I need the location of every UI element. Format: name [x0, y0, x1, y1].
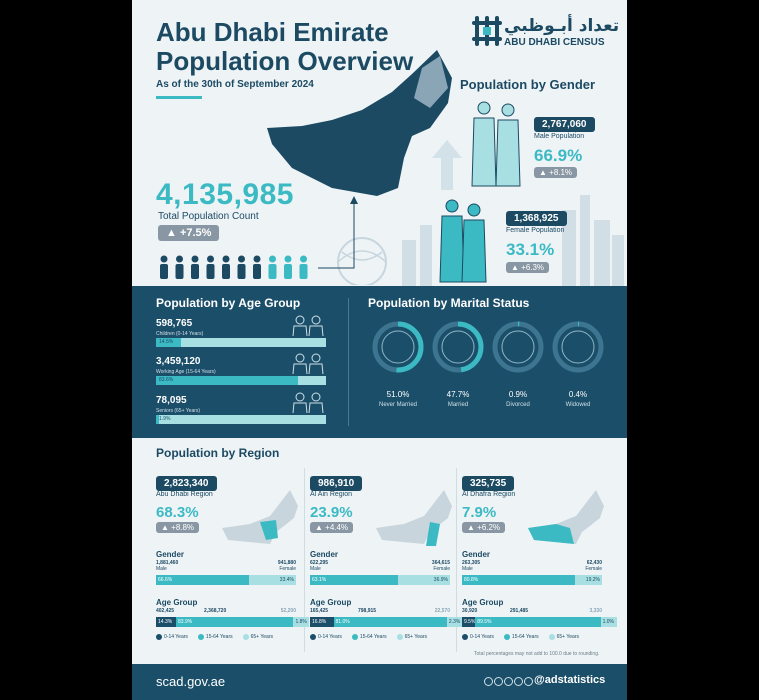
- total-population-value: 4,135,985: [156, 178, 294, 211]
- region-age-title: Age Group: [462, 598, 504, 607]
- region-age-title: Age Group: [310, 598, 352, 607]
- age-group-value: 3,459,120: [156, 356, 201, 367]
- gender-section-title: Population by Gender: [460, 77, 596, 92]
- region-male-label: Male: [156, 566, 167, 572]
- region-age-legend: [310, 634, 460, 640]
- region-pct: 68.3%: [156, 504, 199, 521]
- logo-english: ABU DHABI CENSUS: [504, 37, 605, 48]
- marital-label: Never Married: [378, 402, 417, 408]
- region-change-badge: ▲ +8.8%: [156, 522, 199, 533]
- infographic-page: [132, 0, 627, 700]
- divorced-icon: [491, 320, 545, 374]
- instagram-icon[interactable]: [504, 677, 513, 686]
- marital-donut: [551, 320, 605, 374]
- region-age-bar: 81.0%: [334, 617, 447, 627]
- marital-section-title: Population by Marital Status: [368, 296, 530, 310]
- marital-pct: 51.0%: [386, 390, 410, 399]
- marital-label: Widowed: [565, 402, 591, 408]
- region-female-label: Female: [585, 566, 602, 572]
- region-female-label: Female: [433, 566, 450, 572]
- region-gender-title: Gender: [310, 550, 339, 559]
- youtube-icon[interactable]: [484, 677, 493, 686]
- region-age-legend: [462, 634, 612, 640]
- region-age-value: 30,920: [462, 608, 478, 614]
- age-group-people-icon: [290, 352, 326, 374]
- region-gender-title: Gender: [462, 550, 491, 559]
- title-accent-line: [156, 96, 202, 99]
- region-male-bar: 80.8%: [462, 575, 575, 585]
- page-title: Abu Dhabi Emirate Population Overview: [156, 17, 414, 76]
- age-group-bar-track: [156, 415, 326, 424]
- region-age-value: 22,570: [434, 608, 450, 614]
- region-male-value: 263,305: [462, 560, 481, 566]
- region-male-label: Male: [310, 566, 321, 572]
- region-female-value: 941,880: [277, 560, 296, 566]
- x-icon[interactable]: [494, 677, 503, 686]
- region-gender-title: Gender: [156, 550, 185, 559]
- legend-item: 65+ Years: [549, 634, 579, 640]
- region-pct: 23.9%: [310, 504, 353, 521]
- band-divider: [348, 298, 349, 426]
- region-pct: 7.9%: [462, 504, 497, 521]
- marital-pct: 47.7%: [446, 390, 470, 399]
- region-male-value: 622,295: [310, 560, 329, 566]
- region-population-value: 986,910: [310, 476, 362, 491]
- footer-social-handle[interactable]: @adstatistics: [534, 674, 606, 686]
- marital-label: Married: [447, 402, 469, 408]
- region-age-value: 165,425: [310, 608, 329, 614]
- age-group-label: Children (0-14 Years): [156, 331, 204, 337]
- marital-donut: [491, 320, 545, 374]
- region-name: Al Ain Region: [310, 491, 353, 498]
- growth-arrow-icon: [432, 140, 462, 190]
- region-name: Al Dhafra Region: [462, 491, 516, 498]
- never-married-icon: [371, 320, 425, 374]
- region-age-bar: 89.5%: [475, 617, 600, 627]
- as-of-date: As of the 30th of September 2024: [156, 79, 314, 90]
- region-male-label: Male: [462, 566, 473, 572]
- region-population-value: 2,823,340: [156, 476, 217, 491]
- age-group-bar-track: [156, 338, 326, 347]
- footer-website-link[interactable]: scad.gov.ae: [156, 674, 226, 689]
- region-map-icon: [220, 488, 300, 548]
- male-population-label: Male Population: [534, 133, 585, 140]
- legend-item: 65+ Years: [397, 634, 427, 640]
- region-age-bar: 1.0%: [601, 617, 617, 627]
- female-figures-icon: [438, 196, 488, 284]
- region-age-bar: 1.8%: [293, 617, 309, 627]
- legend-item: 15-64 Years: [198, 634, 233, 640]
- region-female-value: 364,615: [431, 560, 450, 566]
- region-age-bar: 83.9%: [176, 617, 293, 627]
- marital-pct: 0.4%: [568, 390, 588, 399]
- logo-arabic: تعداد أبـوظبي: [504, 16, 620, 36]
- region-male-bar: 63.1%: [310, 575, 398, 585]
- region-age-legend: [156, 634, 306, 640]
- legend-item: 15-64 Years: [504, 634, 539, 640]
- region-section-title: Population by Region: [156, 446, 280, 460]
- region-population-value: 325,735: [462, 476, 514, 491]
- marital-donut: [371, 320, 425, 374]
- male-figures-icon: [468, 98, 524, 190]
- legend-item: 15-64 Years: [352, 634, 387, 640]
- connector-arrow-icon: [316, 194, 358, 270]
- female-population-value: 1,368,925: [506, 211, 567, 226]
- age-group-pct: 1.9%: [159, 416, 171, 422]
- region-female-bar: 36.9%: [398, 575, 450, 585]
- legend-item: 0-14 Years: [310, 634, 342, 640]
- region-age-value: 2,368,720: [204, 608, 227, 614]
- region-age-bar: 14.3%: [156, 617, 176, 627]
- male-pct: 66.9%: [534, 146, 583, 165]
- age-group-pct: 14.5%: [159, 339, 174, 345]
- total-population-label: Total Population Count: [158, 211, 259, 222]
- region-age-value: 798,915: [358, 608, 377, 614]
- rounding-note: Total percentages may not add to 100.0 due to rounding.: [474, 651, 600, 657]
- female-pct: 33.1%: [506, 240, 555, 259]
- region-female-label: Female: [279, 566, 296, 572]
- legend-item: 65+ Years: [243, 634, 273, 640]
- marital-donut: [431, 320, 485, 374]
- age-section-title: Population by Age Group: [156, 296, 301, 310]
- legend-item: 0-14 Years: [462, 634, 494, 640]
- region-change-badge: ▲ +6.2%: [462, 522, 505, 533]
- region-male-bar: 66.6%: [156, 575, 249, 585]
- age-group-label: Seniors (65+ Years): [156, 408, 201, 414]
- region-age-bar: 9.5%: [464, 619, 476, 625]
- marital-label: Divorced: [506, 402, 530, 408]
- facebook-icon[interactable]: [514, 677, 523, 686]
- region-female-bar: 33.4%: [249, 575, 296, 585]
- total-change-badge: ▲ +7.5%: [158, 225, 219, 241]
- age-group-pct: 83.6%: [159, 377, 174, 383]
- region-female-bar: 19.2%: [575, 575, 602, 585]
- married-icon: [431, 320, 485, 374]
- age-group-value: 598,765: [156, 318, 193, 329]
- male-population-value: 2,767,060: [534, 117, 595, 132]
- region-age-bar: 16.8%: [310, 617, 334, 627]
- age-group-value: 78,095: [156, 395, 187, 406]
- legend-item: 0-14 Years: [156, 634, 188, 640]
- region-name: Abu Dhabi Region: [156, 491, 213, 498]
- region-male-value: 1,881,460: [156, 560, 179, 566]
- region-change-badge: ▲ +4.4%: [310, 522, 353, 533]
- region-age-value: 402,425: [156, 608, 175, 614]
- region-map-icon: [374, 488, 454, 548]
- region-age-value: 3,330: [589, 608, 602, 614]
- age-group-people-icon: [290, 391, 326, 413]
- female-change-badge: ▲ +6.3%: [506, 262, 549, 273]
- region-map-icon: [526, 488, 606, 548]
- region-female-value: 62,430: [586, 560, 602, 566]
- marital-pct: 0.9%: [508, 390, 528, 399]
- census-logo-icon: [472, 16, 502, 46]
- age-group-bar-fill: [156, 376, 298, 385]
- region-age-title: Age Group: [156, 598, 198, 607]
- people-row-icon: [158, 254, 314, 280]
- region-age-value: 52,200: [280, 608, 296, 614]
- region-age-bar: 2.3%: [447, 617, 463, 627]
- widowed-icon: [551, 320, 605, 374]
- age-group-label: Working Age (15-64 Years): [156, 369, 216, 375]
- age-group-people-icon: [290, 314, 326, 336]
- male-change-badge: ▲ +8.1%: [534, 167, 577, 178]
- female-population-label: Female Population: [506, 227, 565, 234]
- region-age-value: 291,485: [510, 608, 529, 614]
- linkedin-icon[interactable]: [524, 677, 533, 686]
